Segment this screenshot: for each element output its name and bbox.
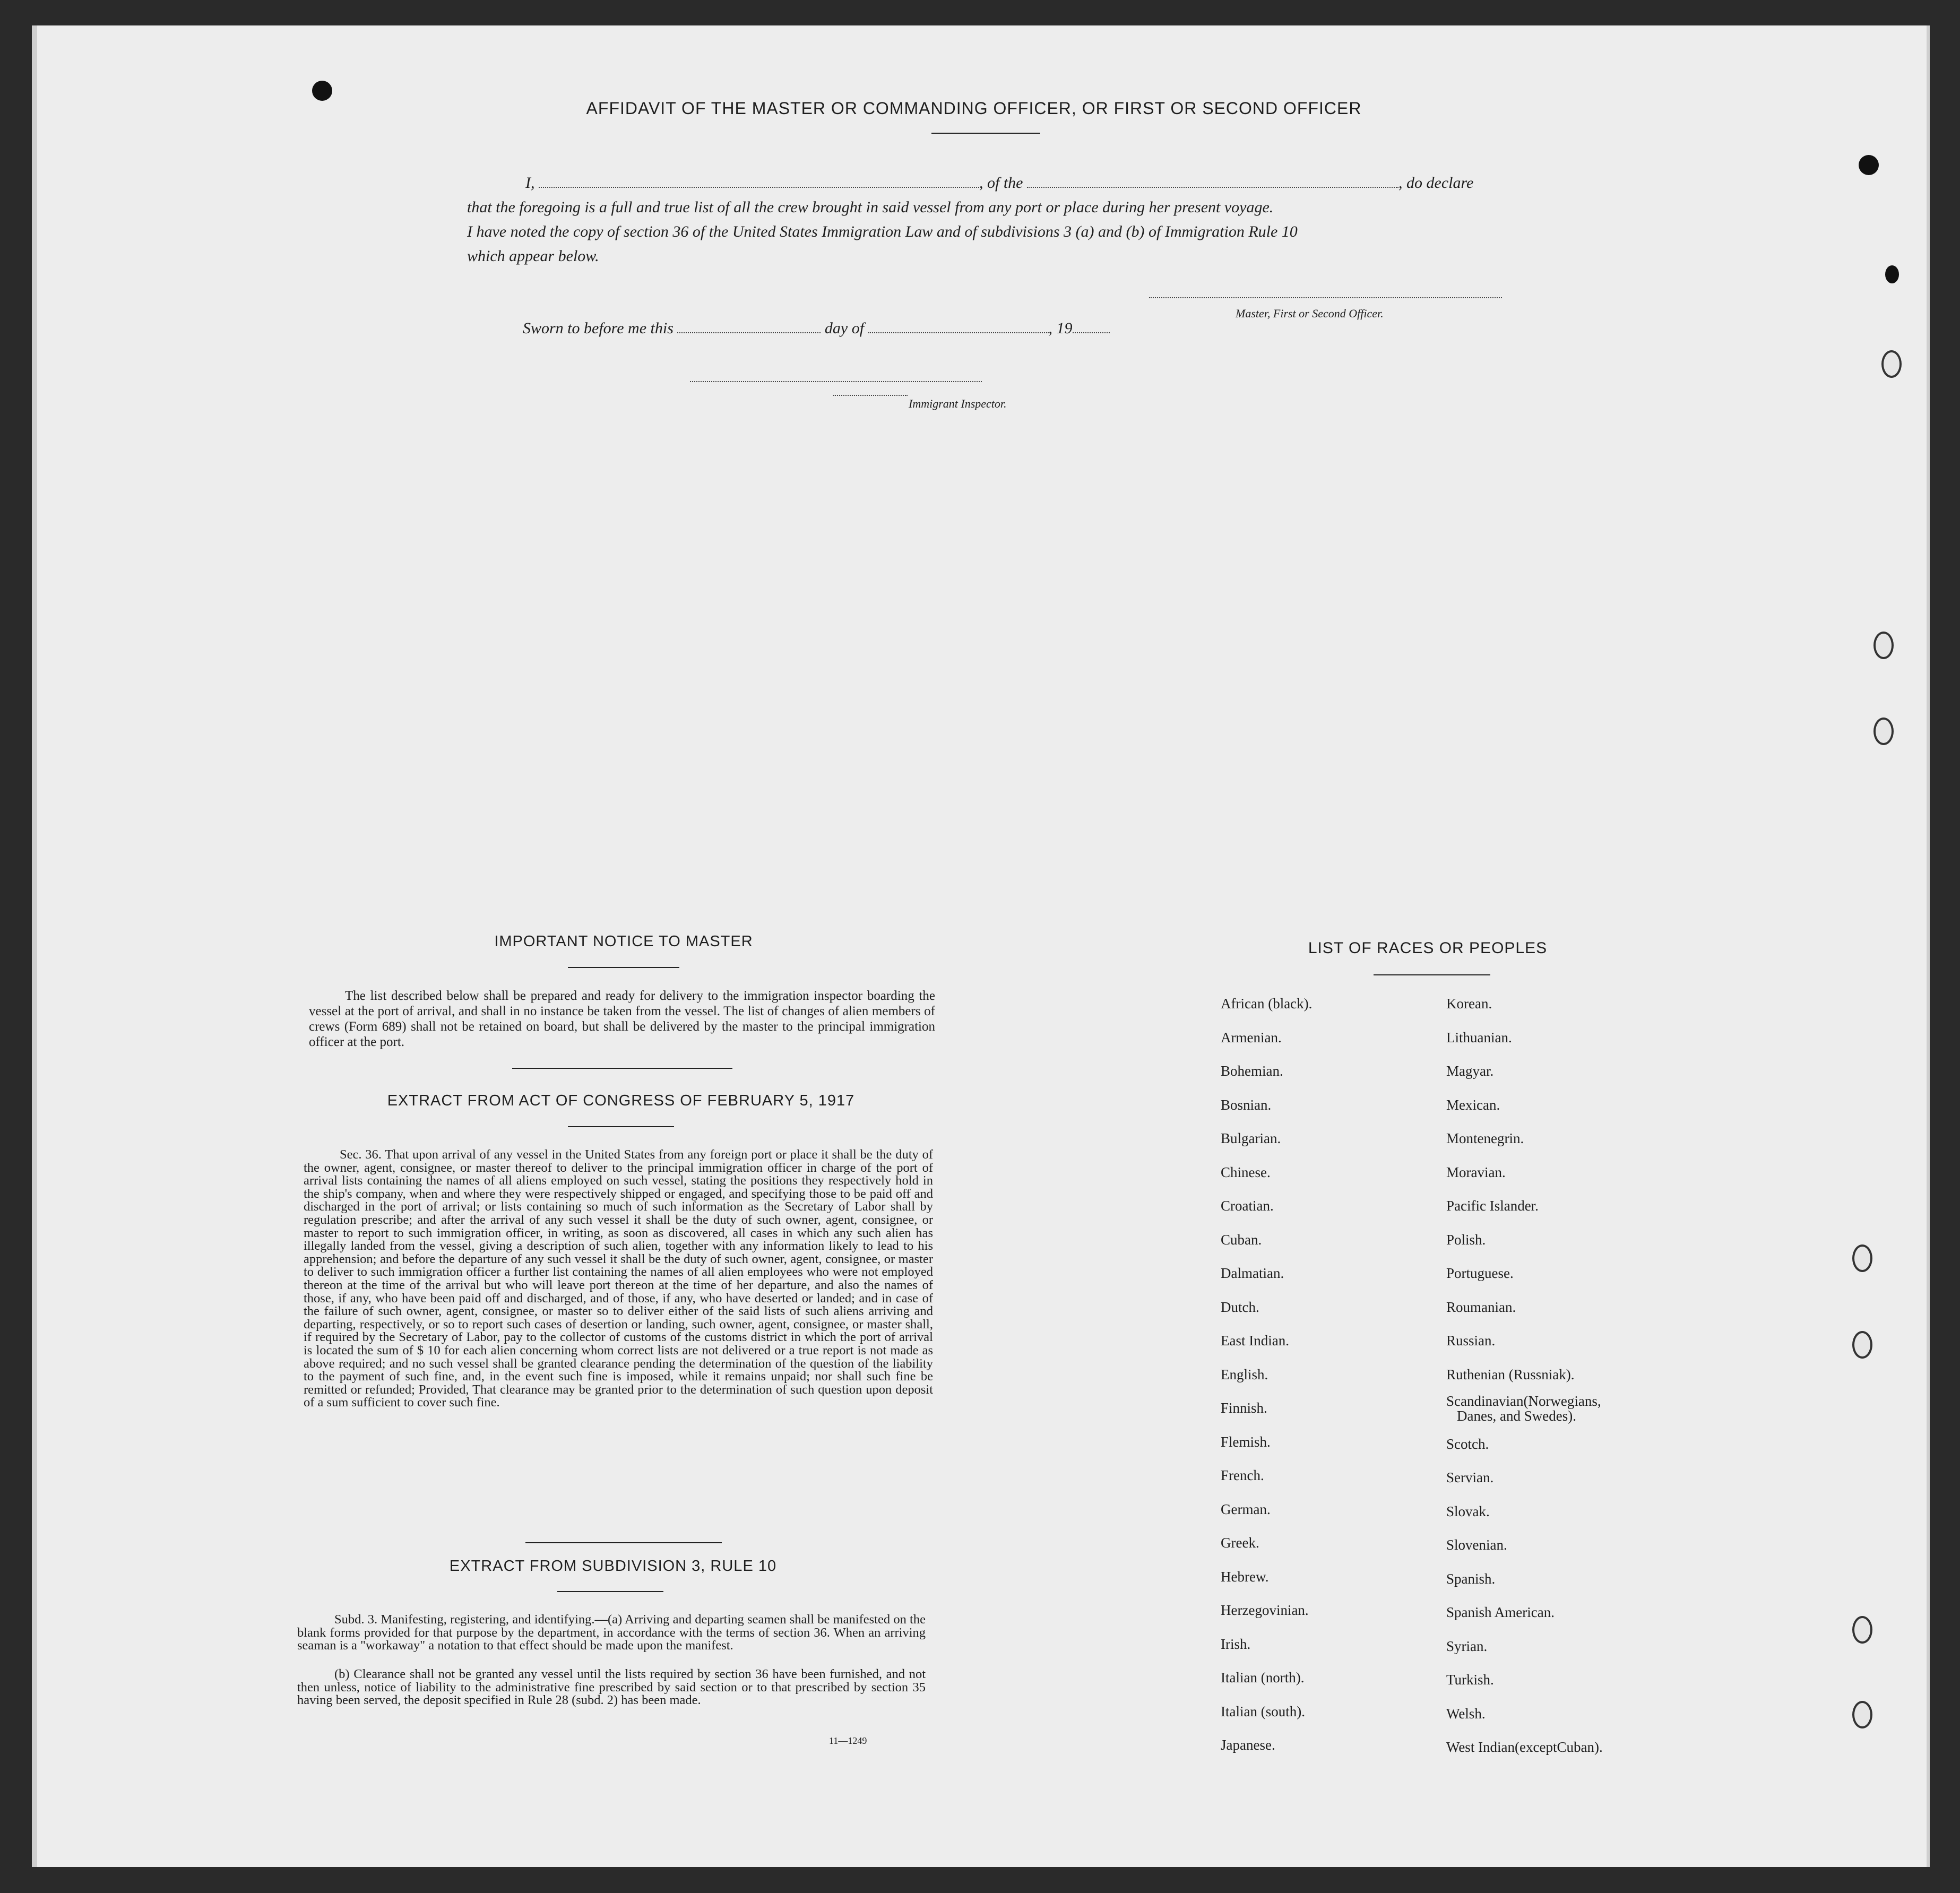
divider [568,1126,674,1127]
race-item: Cuban. [1221,1231,1262,1248]
name-blank-field[interactable] [539,187,979,188]
race-item: Welsh. [1446,1705,1486,1722]
inspector-signature-field[interactable] [690,381,982,382]
rule-extract-title: EXTRACT FROM SUBDIVISION 3, RULE 10 [449,1558,777,1575]
affidavit-line3: I have noted the copy of section 36 of the United States Immigration Law and of subdivisions 3 (a) and (b) of Immigration Rule 10 [467,223,1298,240]
race-item: West Indian(exceptCuban). [1446,1739,1603,1755]
signature-label: Master, First or Second Officer. [1236,307,1384,320]
ring-hole-icon [1852,1244,1872,1272]
race-item: English. [1221,1366,1268,1382]
race-item: African (black). [1221,996,1313,1012]
race-item: Portuguese. [1446,1265,1514,1281]
divider [525,1542,722,1543]
race-item: Russian. [1446,1333,1496,1349]
race-item: Herzegovinian. [1221,1602,1309,1618]
race-item: Polish. [1446,1231,1486,1248]
rule-para-b: (b) Clearance shall not be granted any vessel until the lists required by section 36 have been furnished, and not then unless, notice of liability to the administrative fine prescribed by said section or to that prescribed by section 35 having been served, the deposit specified in Rule 28 (subd. 2) has been made. [297,1667,926,1708]
year-text: , 19 [1048,319,1073,337]
day-of-text: day of [824,319,865,337]
punch-hole-icon [312,81,332,101]
race-item: Mexican. [1446,1096,1500,1113]
rule-para-a: Subd. 3. Manifesting, registering, and identifying.—(a) Arriving and departing seamen shall be manifested on the blank forms provided for that purpose by the department, in accordance with the terms of section 36. When an arriving seaman is a "workaway" a notation to that effect should be made upon the manifest. [297,1612,926,1653]
affidavit-title: AFFIDAVIT OF THE MASTER OR COMMANDING OFFICER, OR FIRST OR SECOND OFFICER [586,99,1362,118]
race-item: Scandinavian(Norwegians, [1446,1393,1601,1409]
ring-hole-icon [1852,1616,1872,1644]
race-item: Dutch. [1221,1299,1259,1315]
ring-hole-icon [1881,350,1902,378]
race-item: Bosnian. [1221,1096,1272,1113]
punch-hole-icon [1859,155,1879,175]
races-title: LIST OF RACES OR PEOPLES [1308,939,1548,957]
race-item: Spanish American. [1446,1604,1555,1620]
race-item-scandinavian [1446,1391,1603,1428]
divider [931,133,1040,134]
race-item: Greek. [1221,1535,1259,1551]
ring-hole-icon [1852,1331,1872,1359]
race-item: Moravian. [1446,1164,1506,1180]
punch-hole-icon [1885,265,1899,283]
ring-hole-icon [1873,718,1894,745]
signature-blank-field[interactable] [1149,297,1502,298]
race-item: Spanish. [1446,1570,1496,1587]
race-item: Japanese. [1221,1737,1275,1753]
act-extract-title: EXTRACT FROM ACT OF CONGRESS OF FEBRUARY 5, 1917 [387,1092,855,1109]
race-item: Hebrew. [1221,1568,1269,1585]
race-item: Lithuanian. [1446,1029,1512,1045]
race-item: Finnish. [1221,1400,1267,1416]
form-number: 11—1249 [829,1735,867,1746]
race-item: Italian (south). [1221,1703,1305,1719]
race-item: Slovenian. [1446,1537,1507,1553]
notice-body: The list described below shall be prepared and ready for delivery to the immigration inspector boarding the vessel at the port of arrival, and shall in no instance be taken from the vessel. The list of changes of alien members of crews (Form 689) shall not be retained on board, but shall be delivered by the master to the principal immigration officer at the port. [309,989,935,1049]
ring-hole-icon [1873,632,1894,659]
race-item: Bohemian. [1221,1063,1283,1079]
divider [1374,974,1490,975]
ring-hole-icon [1852,1701,1872,1728]
affidavit-declaration [467,171,1523,269]
sworn-line [523,319,1110,338]
race-item: Servian. [1446,1470,1494,1485]
affidavit-line2: that the foregoing is a full and true list of all the crew brought in said vessel from any port or place during her present voyage. [467,198,1274,216]
affidavit-line4: which appear below. [467,247,599,265]
sworn-year-field[interactable] [1073,332,1110,333]
act-extract-body: Sec. 36. That upon arrival of any vessel in the United States from any foreign port or place it shall be the duty of the owner, agent, consignee, or master thereof to deliver to the principal immigration officer in charge of the port of arrival lists containing the names of all aliens employed on such vessel, stating the positions they respectively hold in the ship's company, when and where they were respectively shipped or engaged, and specifying those to be paid off and discharged in the port of arrival; or lists containing so much of such information as the Secretary of Labor shall by regulation prescribe; and after the arrival of any such vessel it shall be the duty of such owner, agent, consignee, or master to report to such immigration officer, in writing, as soon as discovered, all cases in which any such alien has illegally landed from the vessel, giving a description of such alien, together with any information likely to lead to his apprehension; and before the departure of any such vessel it shall be the duty of such owner, agent, consignee, or master to deliver to such immigration officer a further list containing the names of all alien employees who were not employed thereon at the time of the arrival but who will leave port thereon at the time of her departure, and also the names of those, if any, who have been paid off and discharged, and of those, if any, who have deserted or landed; and in case of the failure of such owner, agent, consignee, or master so to deliver either of the said lists of such aliens arriving and departing, respectively, or so to report such cases of desertion or landing, such owner, agent, consignee, or master shall, if required by the Secretary of Labor, pay to the collector of customs of the customs district in which the port of arrival is located the sum of $ 10 for each alien concerning whom correct lists are not delivered or a true report is not made as above required; and no such vessel shall be granted clearance pending the determination of the question of the liability to the payment of such fine, and, in the event such fine is imposed, while it remains unpaid; nor shall such fine be remitted or refunded; Provided, That clearance may be granted prior to the determination of such question upon deposit of a sum sufficient to cover such fine. [304,1147,933,1410]
race-item: Scotch. [1446,1436,1489,1452]
race-item: East Indian. [1221,1333,1289,1349]
divider [557,1591,663,1592]
inspector-label: Immigrant Inspector. [909,397,1007,410]
divider [512,1068,732,1069]
race-item: Magyar. [1446,1063,1494,1079]
race-item: French. [1221,1467,1264,1483]
notice-title: IMPORTANT NOTICE TO MASTER [494,933,753,950]
sworn-month-field[interactable] [868,332,1049,333]
race-item: Syrian. [1446,1638,1488,1654]
divider [568,967,679,968]
race-item: Slovak. [1446,1503,1490,1519]
race-item: Montenegrin. [1446,1130,1524,1146]
race-item: Armenian. [1221,1029,1282,1045]
affidavit-i: I, [525,174,535,192]
sworn-text: Sworn to before me this [523,319,674,337]
races-column-2 [1446,987,1603,1765]
sworn-day-field[interactable] [677,332,821,333]
race-item-continuation: Danes, and Swedes). [1457,1408,1576,1424]
affidavit-of-the: , of the [979,174,1023,192]
race-item: Croatian. [1221,1198,1274,1214]
races-column-1 [1221,987,1312,1762]
race-item: Flemish. [1221,1433,1271,1450]
race-item: Turkish. [1446,1672,1494,1688]
race-item: Korean. [1446,996,1492,1012]
inspector-blank-field[interactable] [833,395,908,396]
race-item: Pacific Islander. [1446,1198,1539,1214]
race-item: Italian (north). [1221,1670,1305,1685]
race-item: Chinese. [1221,1164,1271,1180]
race-item: Bulgarian. [1221,1130,1281,1146]
race-item: German. [1221,1501,1271,1517]
vessel-blank-field[interactable] [1027,187,1398,188]
race-item: Ruthenian (Russniak). [1446,1366,1575,1382]
race-item: Dalmatian. [1221,1265,1284,1281]
race-item: Roumanian. [1446,1299,1516,1315]
affidavit-declare: , do declare [1398,174,1474,192]
race-item: Irish. [1221,1636,1251,1652]
